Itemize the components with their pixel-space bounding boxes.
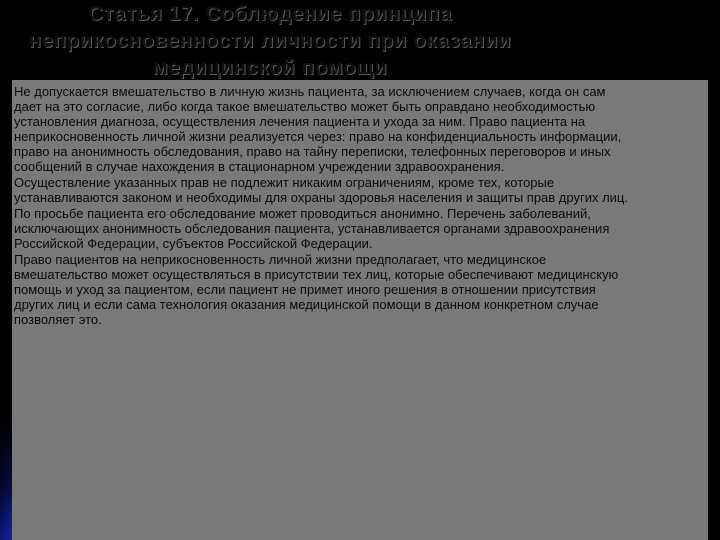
paragraph: Осуществление указанных прав не подлежит никаким ограничениям, кроме тех, которые устанавливаются законом и необходимы для охраны здоровья населения и защиты прав других лиц. [14, 175, 628, 205]
slide-title [0, 0, 540, 81]
paragraph: Не допускается вмешательство в личную жизнь пациента, за исключением случаев, когда он сам дает на это согласие, либо когда такое вмешательство может быть оправдано необходимостью установления диагноза, осуществления лечения пациента и ухода за ним. Право пациента на неприкосновенность личной жизни реализуется через: право на конфиденциальность информации, право на анонимность обследования, право на тайну переписки, телефонных переговоров и иных сообщений в случае нахождения в стационарном учреждении здравоохранения. [14, 84, 622, 174]
title-line-1: Статья 17. Соблюдение принципа [88, 2, 452, 25]
paragraph: Право пациентов на неприкосновенность личной жизни предполагает, что медицинское вмешательство может осуществляться в присутствии тех лиц, которые обеспечивают медицинскую помощь и уход за пациентом, если пациент не примет иного решения в отношении присутствия других лиц и если сама технология оказания медицинской помощи в данном конкретном случае позволяет это. [14, 252, 619, 327]
body-text [14, 84, 629, 328]
title-line-2: неприкосновенности личности при оказании [28, 29, 512, 52]
title-line-3: медицинской помощи [152, 56, 388, 79]
paragraph: По просьбе пациента его обследование может проводиться анонимно. Перечень заболеваний, исключающих анонимность обследования пациента, устанавливается органами здравоохранения Российской Федерации, субъектов Российской Федерации. [14, 206, 610, 251]
